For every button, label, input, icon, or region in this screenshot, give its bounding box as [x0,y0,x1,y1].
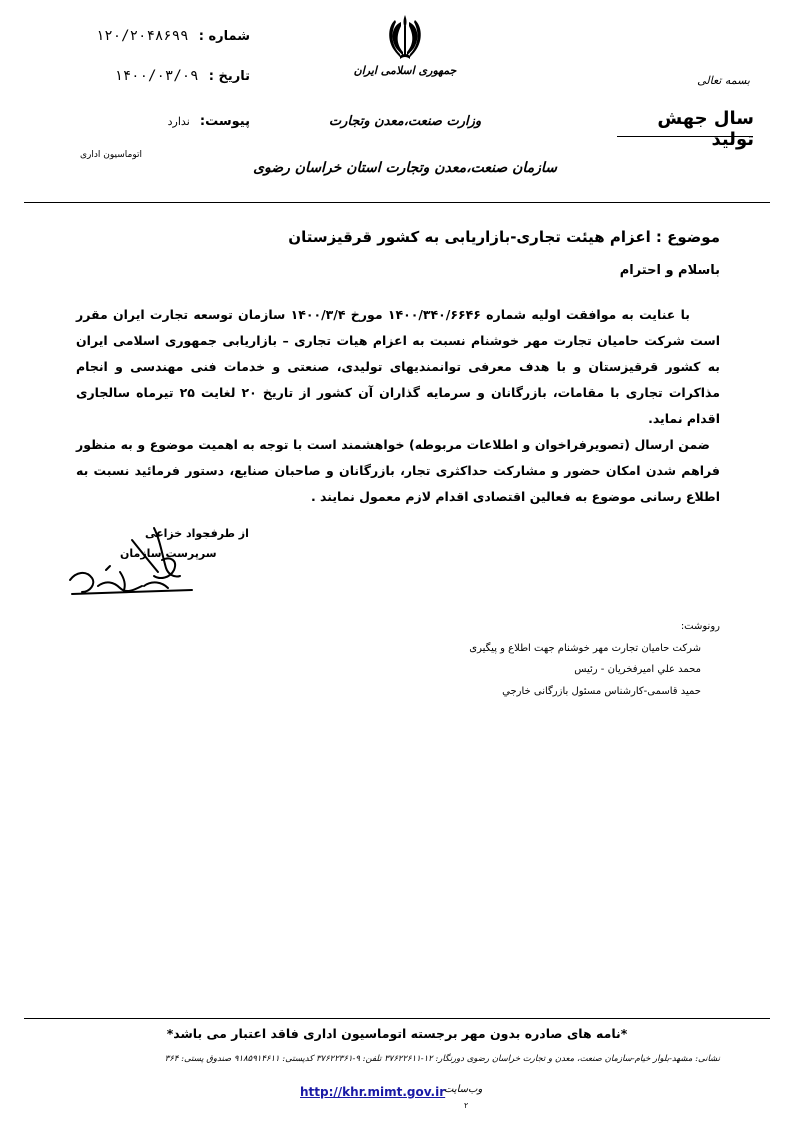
letter-date-label: تاریخ : [208,69,250,84]
cc-title: رونوشت: [680,621,720,632]
org-line-ministry: وزارت صنعت،معدن وتجارت [328,114,482,129]
org-line-republic: جمهوری اسلامی ایران [353,64,457,77]
signature-on-behalf-label: از طرف [205,527,249,540]
website-label: وب‌سایت [444,1084,483,1095]
footer-address: نشانی: مشهد-بلوار خیام-سازمان صنعت، معدن و تجارت خراسان رضوی دورنگار: ۱۲-۳۷۶۲۲۶۱۱ تلفن: ۹-۳۷۶۲۲۳۶۱ کدپستی: ۹۱۸۵۹۱۴۶۱۱ صندوق پستی: ۳۶۴ [164,1054,720,1064]
attachment-value: ندارد [167,115,190,128]
footer-divider [24,1018,770,1019]
body-paragraph-2: ضمن ارسال (تصویرفراخوان و اطلاعات مربوطه) خواهشمند است با توجه به اهمیت موضوع و به منظور فراهم شدن امکان حضور و مشارکت حداکثری تجار، بازرگانان و صاحبان صنایع، دستور فرمائید نسبت به اطلاع رسانی موضوع به فعالین اقتصادی اقدام لازم معمول نمایند . [76,437,720,504]
cc-item: حمید قاسمی-کارشناس مسئول بازرگانی خارجي [502,686,701,697]
page-number: ۲ [464,1101,469,1110]
year-slogan: سال جهش تولید [657,108,754,150]
letter-date-row [114,68,250,84]
validity-note: *نامه های صادره بدون مهر برجسته اتوماسیون اداری فاقد اعتبار می باشد* [166,1026,628,1041]
letter-number-value: ۱۲۰/۲۰۴۸۶۹۹ [95,28,189,44]
iran-emblem-icon [380,12,430,62]
attachment-row [168,114,250,129]
basmala: بسمه تعالی [697,74,750,87]
automation-label: اتوماسیون اداری [80,150,142,160]
org-line-organization: سازمان صنعت،معدن وتجارت استان خراسان رضوی [253,160,557,176]
letter-number-label: شماره : [198,29,250,44]
signatory-name: جواد خزاعی [145,527,211,540]
slogan-underline [617,136,753,137]
attachment-label: پیوست: [199,114,250,129]
cc-item: محمد علي اميرفخريان - رئیس [574,664,701,675]
header-divider [24,202,770,203]
letter-date-value: ۱۴۰۰/۰۳/۰۹ [114,68,199,84]
handwritten-signature [62,520,212,610]
letter-number-row [96,28,250,44]
body-paragraph-1: با عنایت به موافقت اولیه شماره ۱۴۰۰/۳۴۰/۶۶۴۶ مورخ ۱۴۰۰/۳/۴ سازمان توسعه تجارت ایران مقرر است شرکت حامیان تجارت مهر خوشنام نسبت به اعزام هیات تجاری – بازاریابی جمهوری اسلامی ایران به کشور قرقیزستان و با هدف معرفی توانمندیهای تولیدی، صنعتی و خدمات فنی مهندسی و انجام مذاکرات تجاری با مقامات، بازرگانان و سرمایه گذاران آن کشور از تاریخ ۲۰ لغایت ۲۵ تیرماه سالجاری اقدام نماید. [76,307,720,426]
letter-greeting: باسلام و احترام [619,263,720,278]
website-link[interactable]: http://khr.mimt.gov.ir [300,1085,446,1099]
cc-item: شرکت حامیان تجارت مهر خوشنام جهت اطلاع و پیگیری [469,643,701,654]
letter-subject: موضوع : اعزام هیئت تجاری-بازاریابی به کشور قرقیزستان [288,228,720,246]
signatory-title: سرپرست سازمان [120,547,217,560]
